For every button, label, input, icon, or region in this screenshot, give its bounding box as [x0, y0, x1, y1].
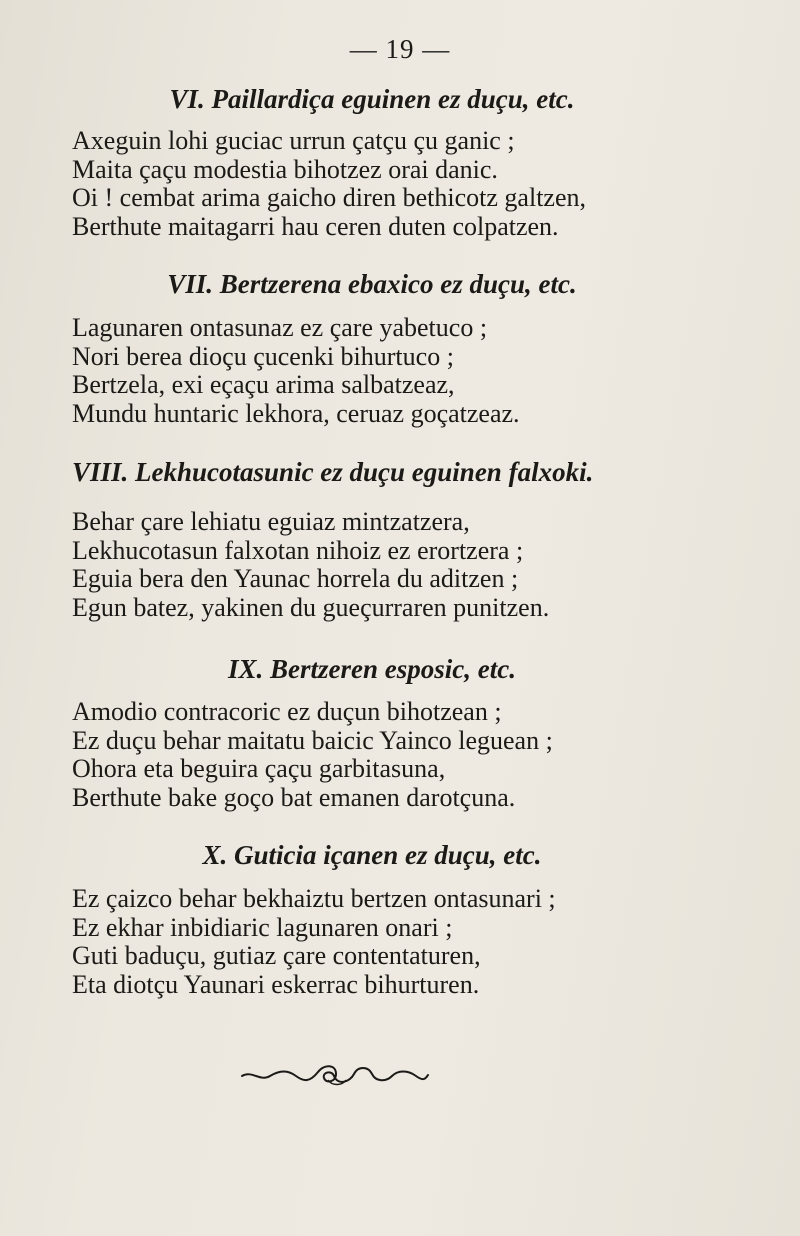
- stanza: [72, 127, 672, 241]
- commandment-section-8: [72, 455, 672, 622]
- stanza: [72, 698, 672, 812]
- verse-line: Ez ekhar inbidiaric lagunaren onari ;: [72, 912, 453, 942]
- verse-line: Ez duçu behar maitatu baicic Yainco leguean ;: [72, 725, 553, 755]
- verse-line: Egun batez, yakinen du gueçurraren punitzen.: [72, 592, 550, 622]
- section-heading: IX. Bertzeren esposic, etc.: [228, 654, 516, 684]
- verse-line: Berthute maitagarri hau ceren duten colpatzen.: [72, 211, 559, 241]
- verse-line: Oi ! cembat arima gaicho diren bethicotz galtzen,: [72, 183, 586, 212]
- section-heading: VIII. Lekhucotasunic ez duçu eguinen falxoki.: [72, 457, 594, 487]
- verse-line: Amodio contracoric ez duçun bihotzean ;: [72, 697, 502, 726]
- stanza: [72, 885, 672, 999]
- verse-line: Nori berea dioçu çucenki bihurtuco ;: [72, 341, 454, 371]
- commandment-section-7: [72, 267, 672, 428]
- commandment-section-6: [72, 82, 672, 241]
- verse-line: Bertzela, exi eçaçu arima salbatzeaz,: [72, 370, 455, 399]
- verse-line: Maita çaçu modestia bihotzez orai danic.: [72, 154, 498, 184]
- stanza: [72, 508, 672, 622]
- page-content: [72, 82, 672, 999]
- verse-line: Berthute bake goço bat emanen darotçuna.: [72, 782, 516, 812]
- verse-line: Lekhucotasun falxotan nihoiz ez erortzera ;: [72, 535, 524, 565]
- verse-line: Eguia bera den Yaunac horrela du aditzen ;: [72, 564, 519, 593]
- stanza: [72, 314, 672, 428]
- section-heading: VII. Bertzerena ebaxico ez duçu, etc.: [167, 269, 577, 299]
- verse-line: Behar çare lehiatu eguiaz mintzatzera,: [72, 507, 470, 536]
- verse-line: Ohora eta beguira çaçu garbitasuna,: [72, 754, 446, 783]
- section-heading: X. Guticia içanen ez duçu, etc.: [202, 840, 542, 870]
- page-number: — 19 —: [349, 34, 451, 64]
- verse-line: Ez çaizco behar bekhaiztu bertzen ontasunari ;: [72, 884, 556, 913]
- ornamental-flourish-icon: [240, 1060, 430, 1090]
- commandment-section-10: [72, 838, 672, 999]
- verse-line: Mundu huntaric lekhora, ceruaz goçatzeaz.: [72, 398, 520, 428]
- verse-line: Axeguin lohi guciac urrun çatçu çu ganic ;: [72, 126, 515, 155]
- verse-line: Guti baduçu, gutiaz çare contentaturen,: [72, 941, 481, 970]
- commandment-section-9: [72, 652, 672, 812]
- verse-line: Lagunaren ontasunaz ez çare yabetuco ;: [72, 313, 488, 342]
- verse-line: Eta diotçu Yaunari eskerrac bihurturen.: [72, 969, 480, 999]
- section-heading: VI. Paillardiça eguinen ez duçu, etc.: [169, 84, 575, 114]
